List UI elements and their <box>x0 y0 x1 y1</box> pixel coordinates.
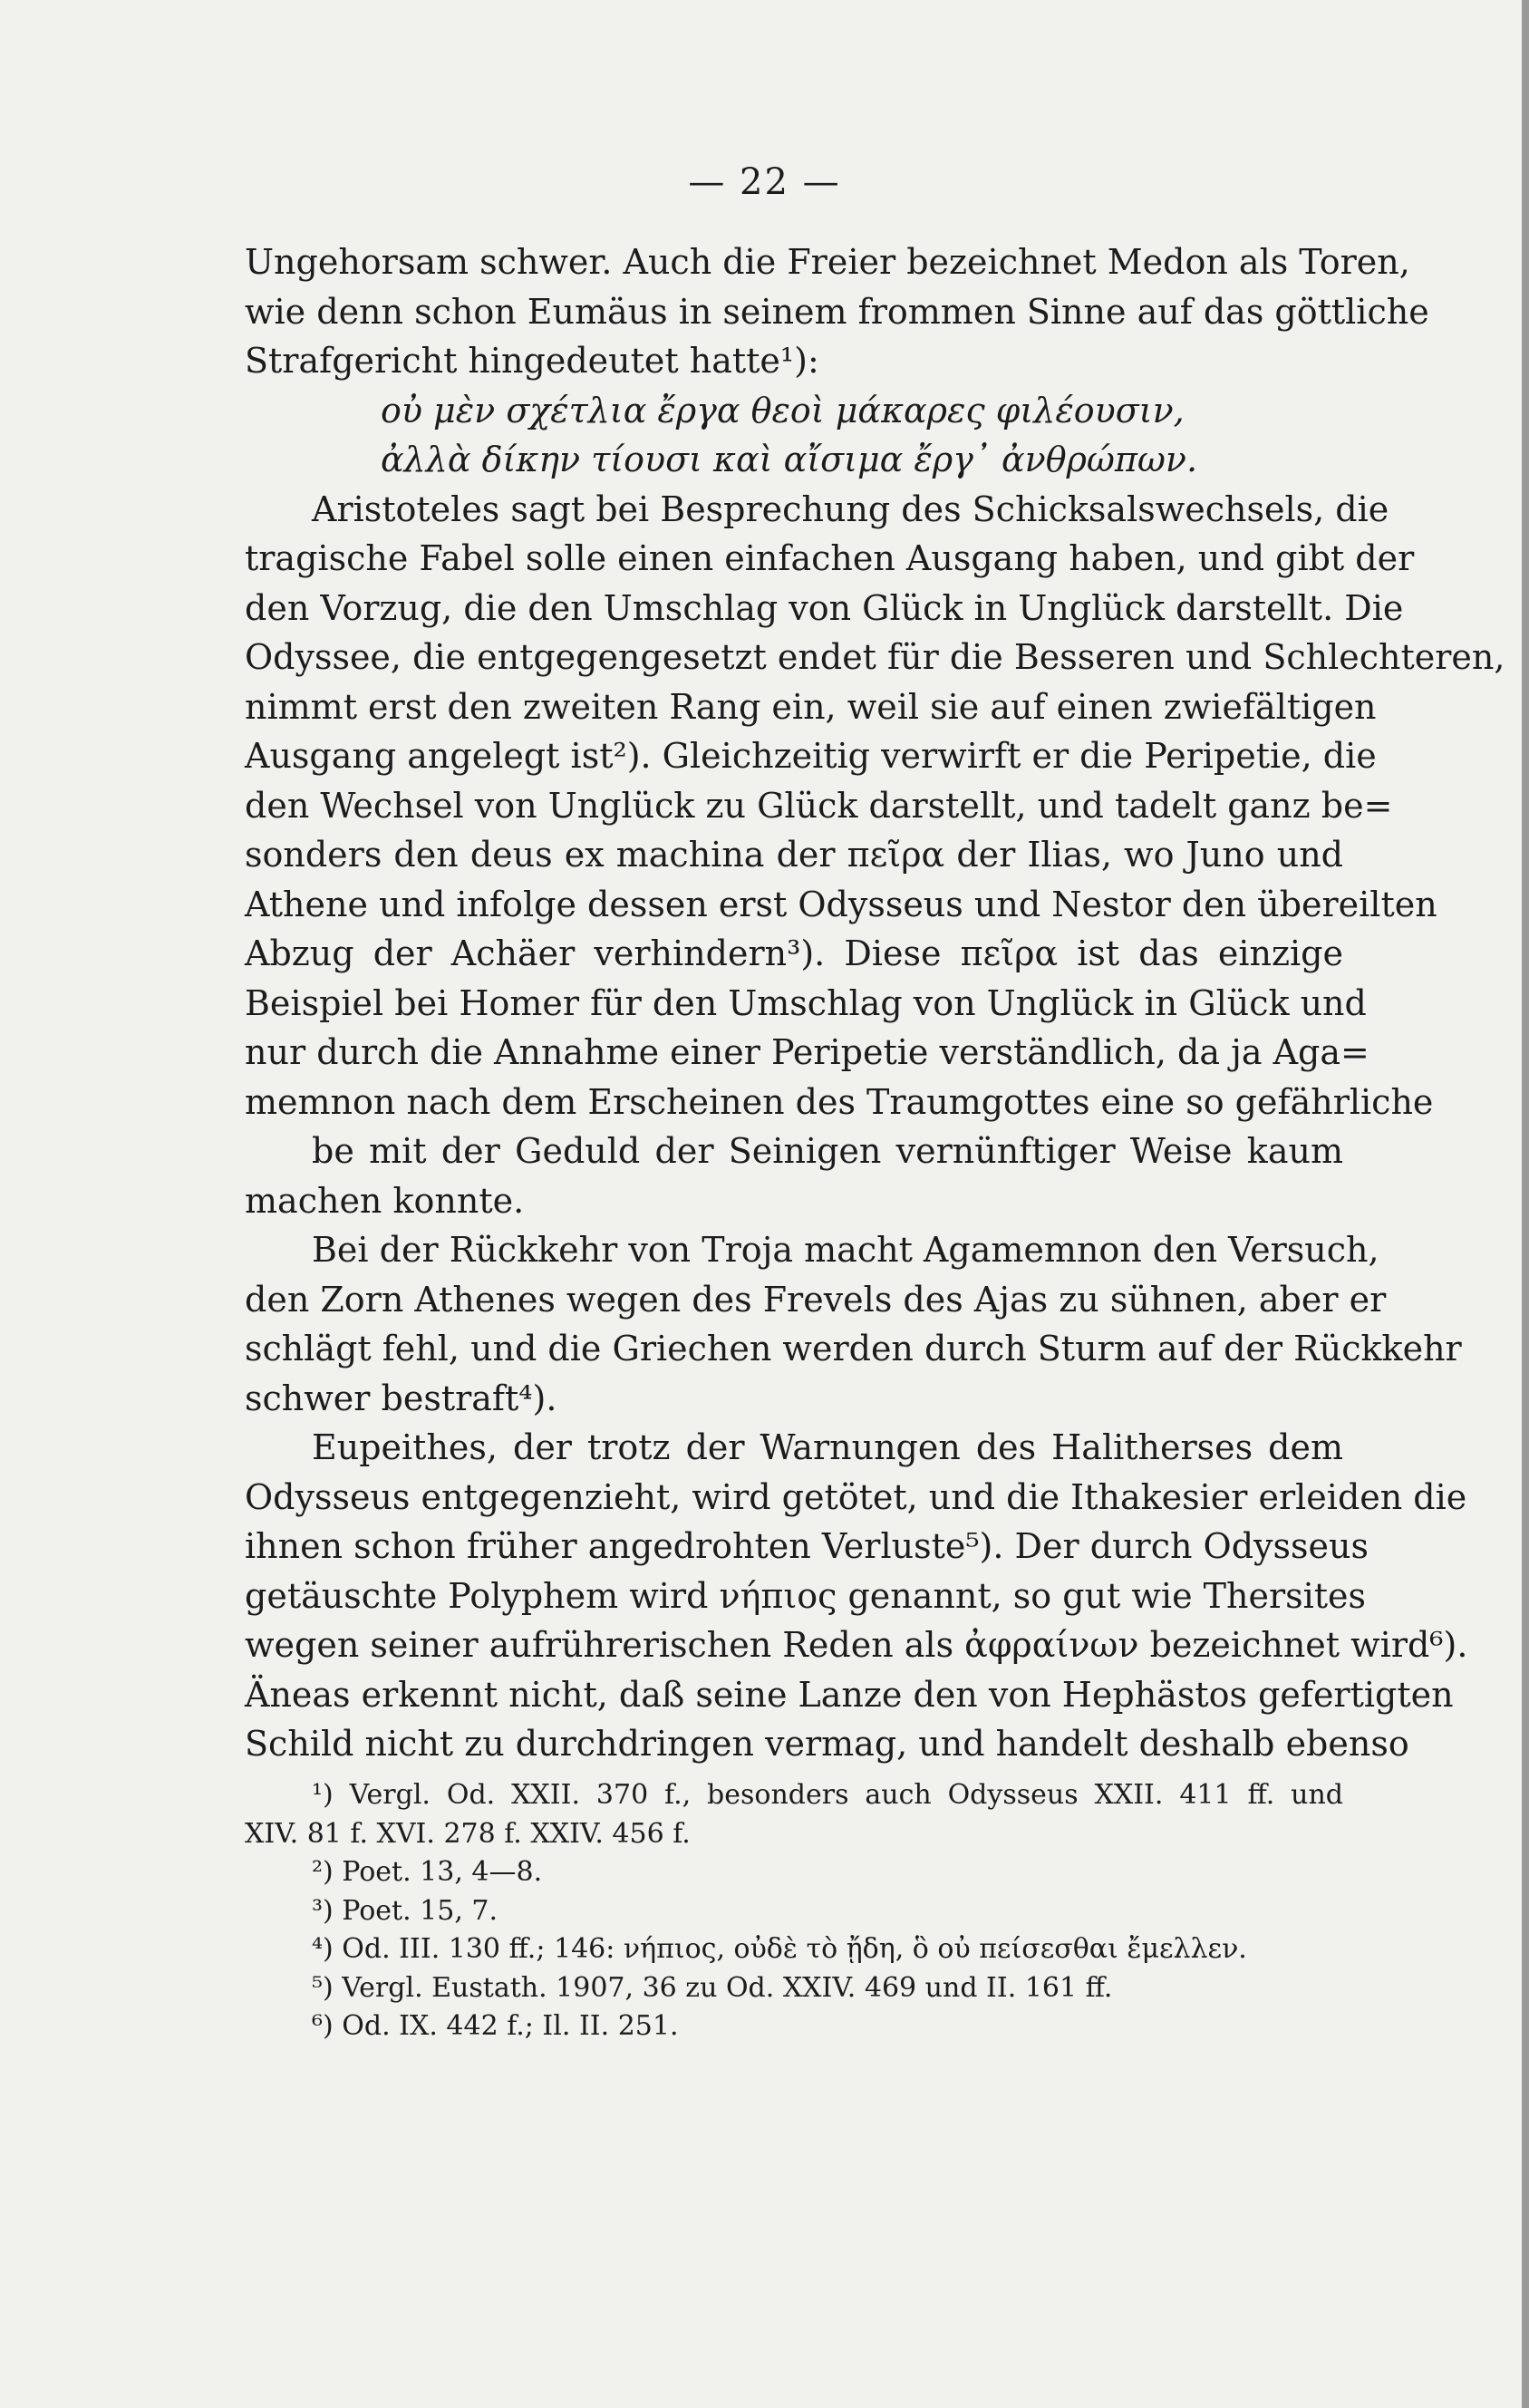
text-line: Ausgang angelegt ist²). Gleichzeitig verwirft er die Peripetie, die <box>245 736 1377 776</box>
text-line: tragische Fabel solle einen einfachen Ausgang haben, und gibt der <box>245 538 1415 578</box>
text-line: nur durch die Annahme einer Peripetie verständlich, da ja Aga= <box>245 1032 1369 1072</box>
text-line: schwer bestraft⁴). <box>245 1378 557 1418</box>
footnotes <box>245 1776 1343 2046</box>
text-line: den Vorzug, die den Umschlag von Glück in Unglück darstellt. Die <box>245 587 1404 628</box>
text-line: wegen seiner aufrührerischen Reden als ἀφραίνων bezeichnet wird⁶). <box>245 1625 1468 1665</box>
text-line: wie denn schon Eumäus in seinem frommen Sinne auf das göttliche <box>245 291 1429 332</box>
text-line: Aristoteles sagt bei Besprechung des Schicksalswechsels, die <box>312 488 1389 529</box>
footnote-line: ⁴) Od. III. 130 ff.; 146: νήπιος, οὐδὲ τὸ ᾔδη, ὃ οὐ πείσεσθαι ἔμελλεν. <box>312 1933 1247 1965</box>
text-line: Strafgericht hingedeutet hatte¹): <box>245 341 819 381</box>
text-line: memnon nach dem Erscheinen des Traumgottes eine so gefährliche <box>245 1081 1434 1122</box>
text-line: Bei der Rückkehr von Troja macht Agamemnon den Versuch, <box>312 1230 1379 1270</box>
text-line: schlägt fehl, und die Griechen werden durch Sturm auf der Rückkehr <box>245 1329 1462 1368</box>
text-line: den Zorn Athenes wegen des Frevels des Ajas zu sühnen, aber er <box>245 1279 1387 1320</box>
text-line: sonders den deus ex machina der πεῖρα der Ilias, wo Juno und <box>245 835 1343 875</box>
text-line: Odysseus entgegenzieht, wird getötet, und die Ithakesier erleiden die <box>245 1476 1467 1517</box>
text-line: den Wechsel von Unglück zu Glück darstellt, und tadelt ganz be= <box>245 785 1393 826</box>
body-text <box>245 237 1505 1769</box>
text-line: machen konnte. <box>245 1180 525 1221</box>
text-line: Schild nicht zu durchdringen vermag, und handelt deshalb ebenso <box>245 1724 1409 1764</box>
text-line: Äneas erkennt nicht, daß seine Lanze den von Hephästos gefertigten <box>245 1674 1454 1715</box>
page-number: — 22 — <box>688 161 841 203</box>
page-edge-shadow <box>1522 0 1529 2408</box>
footnote-line: ²) Poet. 13, 4—8. <box>312 1856 543 1888</box>
text-line: Abzug der Achäer verhindern³). Diese πεῖρα ist das einzige <box>245 933 1343 973</box>
text-line: ἀλλὰ δίκην τίουσι καὶ αἴσιμα ἔργ᾽ ἀνθρώπων. <box>381 440 1198 479</box>
footnote-line: ⁶) Od. IX. 442 f.; Il. II. 251. <box>312 2010 679 2042</box>
text-line: nimmt erst den zweiten Rang ein, weil sie auf einen zwiefältigen <box>245 686 1377 727</box>
text-line: Eupeithes, der trotz der Warnungen des Halitherses dem <box>312 1427 1343 1467</box>
text-line: Odyssee, die entgegengesetzt endet für die Besseren und Schlechteren, <box>245 637 1505 677</box>
text-line: ihnen schon früher angedrohten Verluste⁵). Der durch Odysseus <box>245 1526 1369 1566</box>
footnote-line: XIV. 81 f. XVI. 278 f. XXIV. 456 f. <box>245 1817 691 1850</box>
footnote-line: ³) Poet. 15, 7. <box>312 1894 498 1927</box>
text-line: be mit der Geduld der Seinigen vernünftiger Weise kaum <box>312 1131 1343 1171</box>
footnote-line: ⁵) Vergl. Eustath. 1907, 36 zu Od. XXIV. 469 und II. 161 ff. <box>312 1971 1113 2004</box>
text-line: Athene und infolge dessen erst Odysseus und Nestor den übereilten <box>245 884 1437 924</box>
text-line: Ungehorsam schwer. Auch die Freier bezeichnet Medon als Toren, <box>245 242 1410 282</box>
text-line: Beispiel bei Homer für den Umschlag von Unglück in Glück und <box>245 982 1367 1023</box>
text-line: οὐ μὲν σχέτλια ἔργα θεοὶ μάκαρες φιλέουσιν, <box>381 390 1185 430</box>
text-line: getäuschte Polyphem wird νήπιος genannt, so gut wie Thersites <box>245 1575 1367 1616</box>
footnote-line: ¹) Vergl. Od. XXII. 370 f., besonders auch Odysseus XXII. 411 ff. und <box>312 1779 1343 1811</box>
